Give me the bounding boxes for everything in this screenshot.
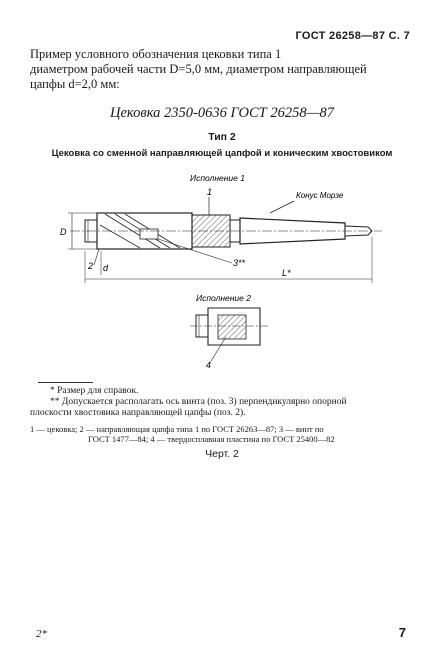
page-number: 7	[398, 625, 406, 640]
legend-line-1: 1 — цековка; 2 — направляющая цапфа типа 1 по ГОСТ 26263—87; 3 — винт по	[30, 424, 324, 434]
technical-drawing	[0, 165, 444, 380]
type-title: Тип 2	[208, 131, 236, 143]
footnote-2-line-2: плоскости хвостовика направляющей цапфы (поз. 2).	[30, 408, 246, 418]
tool-designation: Цековка 2350-0636 ГОСТ 26258—87	[110, 105, 334, 121]
variant-1-label: Исполнение 1	[190, 173, 245, 183]
footnote-2-line-1: ** Допускается располагать ось винта (поз. 3) перпендикулярно опорной	[50, 397, 347, 407]
position-4-label: 4	[206, 360, 212, 370]
position-2-label: 2	[88, 261, 94, 271]
footnote-rule	[38, 382, 93, 383]
position-1-label: 1	[207, 187, 213, 197]
position-3-label: 3**	[233, 258, 246, 268]
variant-2-detail	[190, 308, 268, 345]
intro-line-1: Пример условного обозначения цековки типа 1	[30, 47, 282, 61]
variant-2-label: Исполнение 2	[196, 293, 251, 303]
footnote-1: * Размер для справок.	[50, 386, 139, 396]
page-header: ГОСТ 26258—87 С. 7	[295, 30, 410, 42]
morse-cone-label: Конус Морзе	[296, 191, 344, 200]
dimension-L: L*	[282, 268, 291, 278]
figure-label: Черт. 2	[205, 448, 239, 460]
signature-mark: 2*	[36, 628, 47, 640]
legend-line-2: ГОСТ 1477—84; 4 — твердосплавная пластина по ГОСТ 25400—82	[88, 434, 335, 444]
dimension-d: d	[103, 263, 109, 273]
tool-title: Цековка со сменной направляющей цапфой и коническим хвостовиком	[51, 148, 393, 159]
intro-line-2: диаметром рабочей части D=5,0 мм, диаметром направляющей	[30, 62, 367, 76]
intro-line-3: цапфы d=2,0 мм:	[30, 77, 120, 91]
dimension-D: D	[60, 227, 67, 237]
tool-body	[70, 213, 382, 249]
